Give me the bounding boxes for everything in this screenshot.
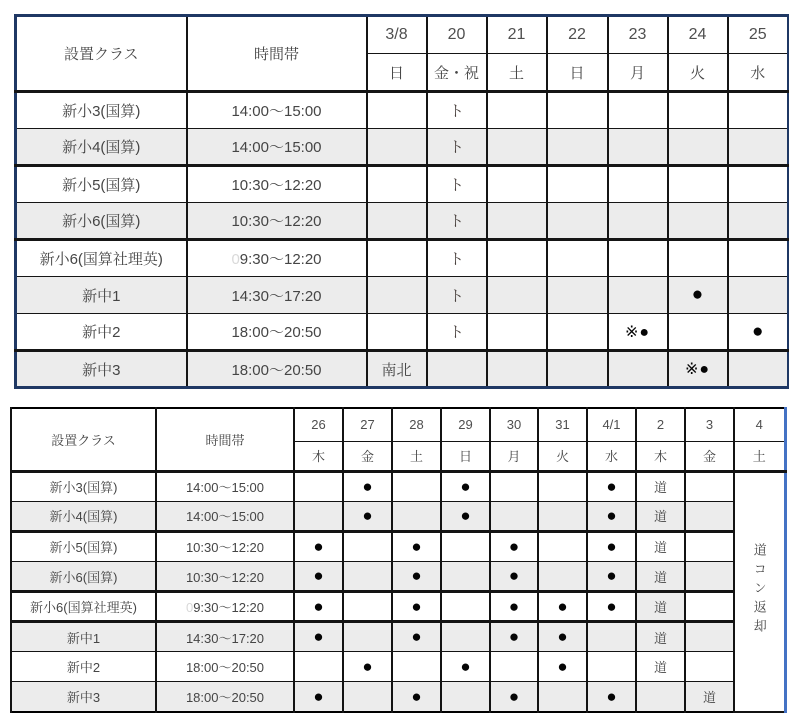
t1-mark-cell (608, 277, 668, 314)
t1-mark-cell (728, 203, 789, 240)
t1-mark-cell: ト (427, 314, 487, 351)
t2-mark-cell: ● (490, 561, 538, 591)
t1-mark-cell (487, 92, 547, 129)
t2-mark-cell (441, 682, 490, 712)
t1-mark-cell: ● (668, 277, 728, 314)
t1-class-cell: 新中3 (16, 351, 187, 388)
t1-mark-cell: ト (427, 166, 487, 203)
t1-mark-cell: ト (427, 277, 487, 314)
t2-mark-cell: ● (490, 682, 538, 712)
t2-mark-cell (538, 501, 587, 531)
t2-day-header-cell: 木 (294, 441, 343, 471)
t1-mark-cell: ※● (668, 351, 728, 388)
t2-mark-cell (685, 531, 734, 561)
t2-mark-cell (685, 471, 734, 501)
t1-mark-cell (547, 92, 608, 129)
t2-mark-cell: ● (587, 531, 636, 561)
t1-mark-cell (608, 203, 668, 240)
t2-mark-cell (392, 471, 441, 501)
t2-mark-cell (636, 682, 685, 712)
t2-class-cell: 新中1 (11, 622, 156, 652)
t1-mark-cell (547, 314, 608, 351)
t2-class-cell: 新小6(国算社理英) (11, 592, 156, 622)
t2-date-header-cell: 29 (441, 408, 490, 441)
t2-mark-cell: ● (587, 561, 636, 591)
t1-mark-cell: 南北 (367, 351, 427, 388)
t2-mark-cell: ● (392, 682, 441, 712)
t2-mark-cell: ● (587, 471, 636, 501)
t2-time-cell: 18:00～20:50 (156, 682, 294, 712)
t2-mark-cell (441, 622, 490, 652)
t1-date-header-cell: 24 (668, 16, 728, 54)
t2-date-header-cell: 31 (538, 408, 587, 441)
t1-mark-cell (367, 277, 427, 314)
t1-time-cell: 10:30～12:20 (187, 203, 367, 240)
t1-mark-cell (547, 351, 608, 388)
t2-mark-cell: ● (392, 531, 441, 561)
t1-mark-cell (668, 240, 728, 277)
t1-class-cell: 新小6(国算) (16, 203, 187, 240)
t1-date-header-cell: 25 (728, 16, 789, 54)
t2-mark-cell: ● (441, 652, 490, 682)
t2-date-header-cell: 4 (734, 408, 785, 441)
t2-mark-cell: ● (392, 561, 441, 591)
t2-mark-cell (538, 682, 587, 712)
t2-mark-cell (538, 471, 587, 501)
t2-day-header-cell: 土 (734, 441, 785, 471)
t1-time-cell (187, 240, 367, 277)
t1-mark-cell: ト (427, 203, 487, 240)
t2-time-cell: 14:00～15:00 (156, 501, 294, 531)
t2-mark-cell (490, 471, 538, 501)
t2-mark-cell (343, 622, 392, 652)
t2-date-header-cell: 3 (685, 408, 734, 441)
t2-mark-cell: ● (490, 531, 538, 561)
t1-mark-cell (668, 129, 728, 166)
t2-mark-cell (343, 682, 392, 712)
t2-class-cell: 新小3(国算) (11, 471, 156, 501)
t1-mark-cell (608, 92, 668, 129)
t1-day-header-cell: 日 (547, 54, 608, 92)
t1-mark-cell (367, 166, 427, 203)
t1-time-cell: 14:30～17:20 (187, 277, 367, 314)
t1-date-header-cell: 3/8 (367, 16, 427, 54)
t1-mark-cell (427, 351, 487, 388)
t1-mark-cell (608, 166, 668, 203)
t2-day-header-cell: 土 (392, 441, 441, 471)
t2-day-header-cell: 水 (587, 441, 636, 471)
t2-date-header-cell: 30 (490, 408, 538, 441)
t1-class-cell: 新小5(国算) (16, 166, 187, 203)
t1-mark-cell (608, 240, 668, 277)
t2-mark-cell: ● (294, 682, 343, 712)
t1-mark-cell (668, 166, 728, 203)
t1-mark-cell (487, 314, 547, 351)
t1-time-cell: 18:00～20:50 (187, 314, 367, 351)
t1-mark-cell (367, 203, 427, 240)
t2-time-cell: 10:30～12:20 (156, 531, 294, 561)
t1-date-header-cell: 21 (487, 16, 547, 54)
vertical-note-text: 道コン返却 (751, 542, 767, 638)
t1-day-header-cell: 火 (668, 54, 728, 92)
t2-date-header-cell: 4/1 (587, 408, 636, 441)
t1-mark-cell (487, 277, 547, 314)
t1-mark-cell (487, 166, 547, 203)
t2-class-cell: 新小5(国算) (11, 531, 156, 561)
t1-mark-cell (487, 240, 547, 277)
t2-mark-cell (685, 652, 734, 682)
t1-class-cell: 新中1 (16, 277, 187, 314)
t2-date-header-cell: 26 (294, 408, 343, 441)
t2-day-header-cell: 金 (685, 441, 734, 471)
t2-mark-cell (538, 531, 587, 561)
t1-mark-cell (487, 203, 547, 240)
t2-mark-cell (490, 652, 538, 682)
t1-mark-cell (728, 166, 789, 203)
t2-mark-cell: ● (392, 622, 441, 652)
t2-mark-cell (587, 652, 636, 682)
t2-mark-cell (392, 652, 441, 682)
t1-class-header: 設置クラス (16, 16, 187, 92)
t1-mark-cell (547, 240, 608, 277)
t2-mark-cell (587, 622, 636, 652)
t2-mark-cell: ● (294, 531, 343, 561)
time-light-digit: 0 (231, 251, 240, 268)
t2-day-header-cell: 金 (343, 441, 392, 471)
t2-mark-cell (490, 501, 538, 531)
t1-mark-cell (547, 203, 608, 240)
t2-mark-cell (538, 561, 587, 591)
t2-date-header-cell: 27 (343, 408, 392, 441)
t2-mark-cell (685, 501, 734, 531)
t2-table (10, 407, 787, 713)
t1-day-header-cell: 月 (608, 54, 668, 92)
t2-mark-cell (441, 561, 490, 591)
t1-mark-cell (367, 92, 427, 129)
t2-mark-cell: ● (294, 561, 343, 591)
t1-date-header-cell: 20 (427, 16, 487, 54)
t1-mark-cell (728, 277, 789, 314)
t1-mark-cell (487, 351, 547, 388)
t1-class-cell: 新小6(国算社理英) (16, 240, 187, 277)
t2-mark-cell: 道 (685, 682, 734, 712)
t2-mark-cell: ● (294, 622, 343, 652)
t2-mark-cell: ● (490, 592, 538, 622)
t2-mark-cell (343, 531, 392, 561)
march-schedule-table (14, 14, 787, 387)
t1-mark-cell (608, 351, 668, 388)
t2-time-header: 時間帯 (156, 408, 294, 471)
t1-mark-cell (487, 129, 547, 166)
t1-mark-cell (668, 92, 728, 129)
t2-mark-cell: ● (587, 592, 636, 622)
t1-class-cell: 新小4(国算) (16, 129, 187, 166)
t2-mark-cell: ● (343, 652, 392, 682)
t1-mark-cell (367, 314, 427, 351)
t2-mark-cell: ● (294, 592, 343, 622)
t1-mark-cell: ト (427, 92, 487, 129)
t2-mark-cell: 道 (636, 471, 685, 501)
t2-mark-cell: 道 (636, 501, 685, 531)
t1-mark-cell (367, 240, 427, 277)
t1-time-cell: 10:30～12:20 (187, 166, 367, 203)
t1-mark-cell (547, 129, 608, 166)
t2-class-cell: 新小6(国算) (11, 561, 156, 591)
t1-time-cell: 14:00～15:00 (187, 92, 367, 129)
t1-mark-cell (547, 166, 608, 203)
t2-day-header-cell: 木 (636, 441, 685, 471)
t1-date-header-cell: 23 (608, 16, 668, 54)
t1-time-cell: 18:00～20:50 (187, 351, 367, 388)
april-schedule-table (10, 407, 784, 713)
t1-mark-cell (367, 129, 427, 166)
t1-table (14, 14, 789, 389)
t1-mark-cell (728, 351, 789, 388)
t2-time-cell: 14:30～17:20 (156, 622, 294, 652)
t1-mark-cell: ※● (608, 314, 668, 351)
t1-mark-cell (728, 129, 789, 166)
t2-mark-cell: ● (538, 652, 587, 682)
t2-mark-cell: ● (538, 592, 587, 622)
t2-day-header-cell: 火 (538, 441, 587, 471)
t2-class-header: 設置クラス (11, 408, 156, 471)
t2-mark-cell (392, 501, 441, 531)
t2-class-cell: 新中3 (11, 682, 156, 712)
vertical-note-cell (734, 471, 785, 712)
t2-mark-cell: 道 (636, 652, 685, 682)
t2-mark-cell (685, 592, 734, 622)
t2-mark-cell (441, 592, 490, 622)
t2-mark-cell (441, 531, 490, 561)
t2-mark-cell: 道 (636, 622, 685, 652)
t1-day-header-cell: 金・祝 (427, 54, 487, 92)
t1-day-header-cell: 日 (367, 54, 427, 92)
t2-class-cell: 新小4(国算) (11, 501, 156, 531)
t1-date-header-cell: 22 (547, 16, 608, 54)
t1-mark-cell: ● (728, 314, 789, 351)
t2-date-header-cell: 28 (392, 408, 441, 441)
t1-mark-cell (668, 203, 728, 240)
time-text: 9:30～12:20 (193, 600, 265, 616)
t1-mark-cell (608, 129, 668, 166)
t1-day-header-cell: 水 (728, 54, 789, 92)
t2-mark-cell (685, 622, 734, 652)
t1-class-cell: 新中2 (16, 314, 187, 351)
t1-day-header-cell: 土 (487, 54, 547, 92)
t1-time-cell: 14:00～15:00 (187, 129, 367, 166)
t2-mark-cell: ● (392, 592, 441, 622)
t2-mark-cell: 道 (636, 531, 685, 561)
t2-mark-cell (294, 471, 343, 501)
t2-day-header-cell: 月 (490, 441, 538, 471)
t2-mark-cell: ● (343, 501, 392, 531)
t1-mark-cell (728, 240, 789, 277)
t1-mark-cell: ト (427, 129, 487, 166)
t2-mark-cell: ● (441, 501, 490, 531)
t2-mark-cell: ● (343, 471, 392, 501)
t1-time-header: 時間帯 (187, 16, 367, 92)
t2-mark-cell: 道 (636, 561, 685, 591)
t2-mark-cell (294, 652, 343, 682)
t2-mark-cell: ● (490, 622, 538, 652)
t2-date-header-cell: 2 (636, 408, 685, 441)
t2-mark-cell: ● (587, 501, 636, 531)
t1-mark-cell (668, 314, 728, 351)
t2-mark-cell: ● (538, 622, 587, 652)
t2-mark-cell: ● (441, 471, 490, 501)
t2-time-cell (156, 592, 294, 622)
t2-mark-cell (343, 592, 392, 622)
time-text: 9:30～12:20 (239, 251, 322, 268)
time-light-digit: 0 (185, 600, 194, 616)
t2-mark-cell: ● (587, 682, 636, 712)
t2-class-cell: 新中2 (11, 652, 156, 682)
t1-class-cell: 新小3(国算) (16, 92, 187, 129)
t1-mark-cell (728, 92, 789, 129)
t2-mark-cell: 道 (636, 592, 685, 622)
t1-mark-cell: ト (427, 240, 487, 277)
t2-mark-cell (343, 561, 392, 591)
t1-mark-cell (547, 277, 608, 314)
t2-mark-cell (685, 561, 734, 591)
t2-mark-cell (294, 501, 343, 531)
t2-time-cell: 18:00～20:50 (156, 652, 294, 682)
t2-time-cell: 14:00～15:00 (156, 471, 294, 501)
t2-day-header-cell: 日 (441, 441, 490, 471)
t2-time-cell: 10:30～12:20 (156, 561, 294, 591)
